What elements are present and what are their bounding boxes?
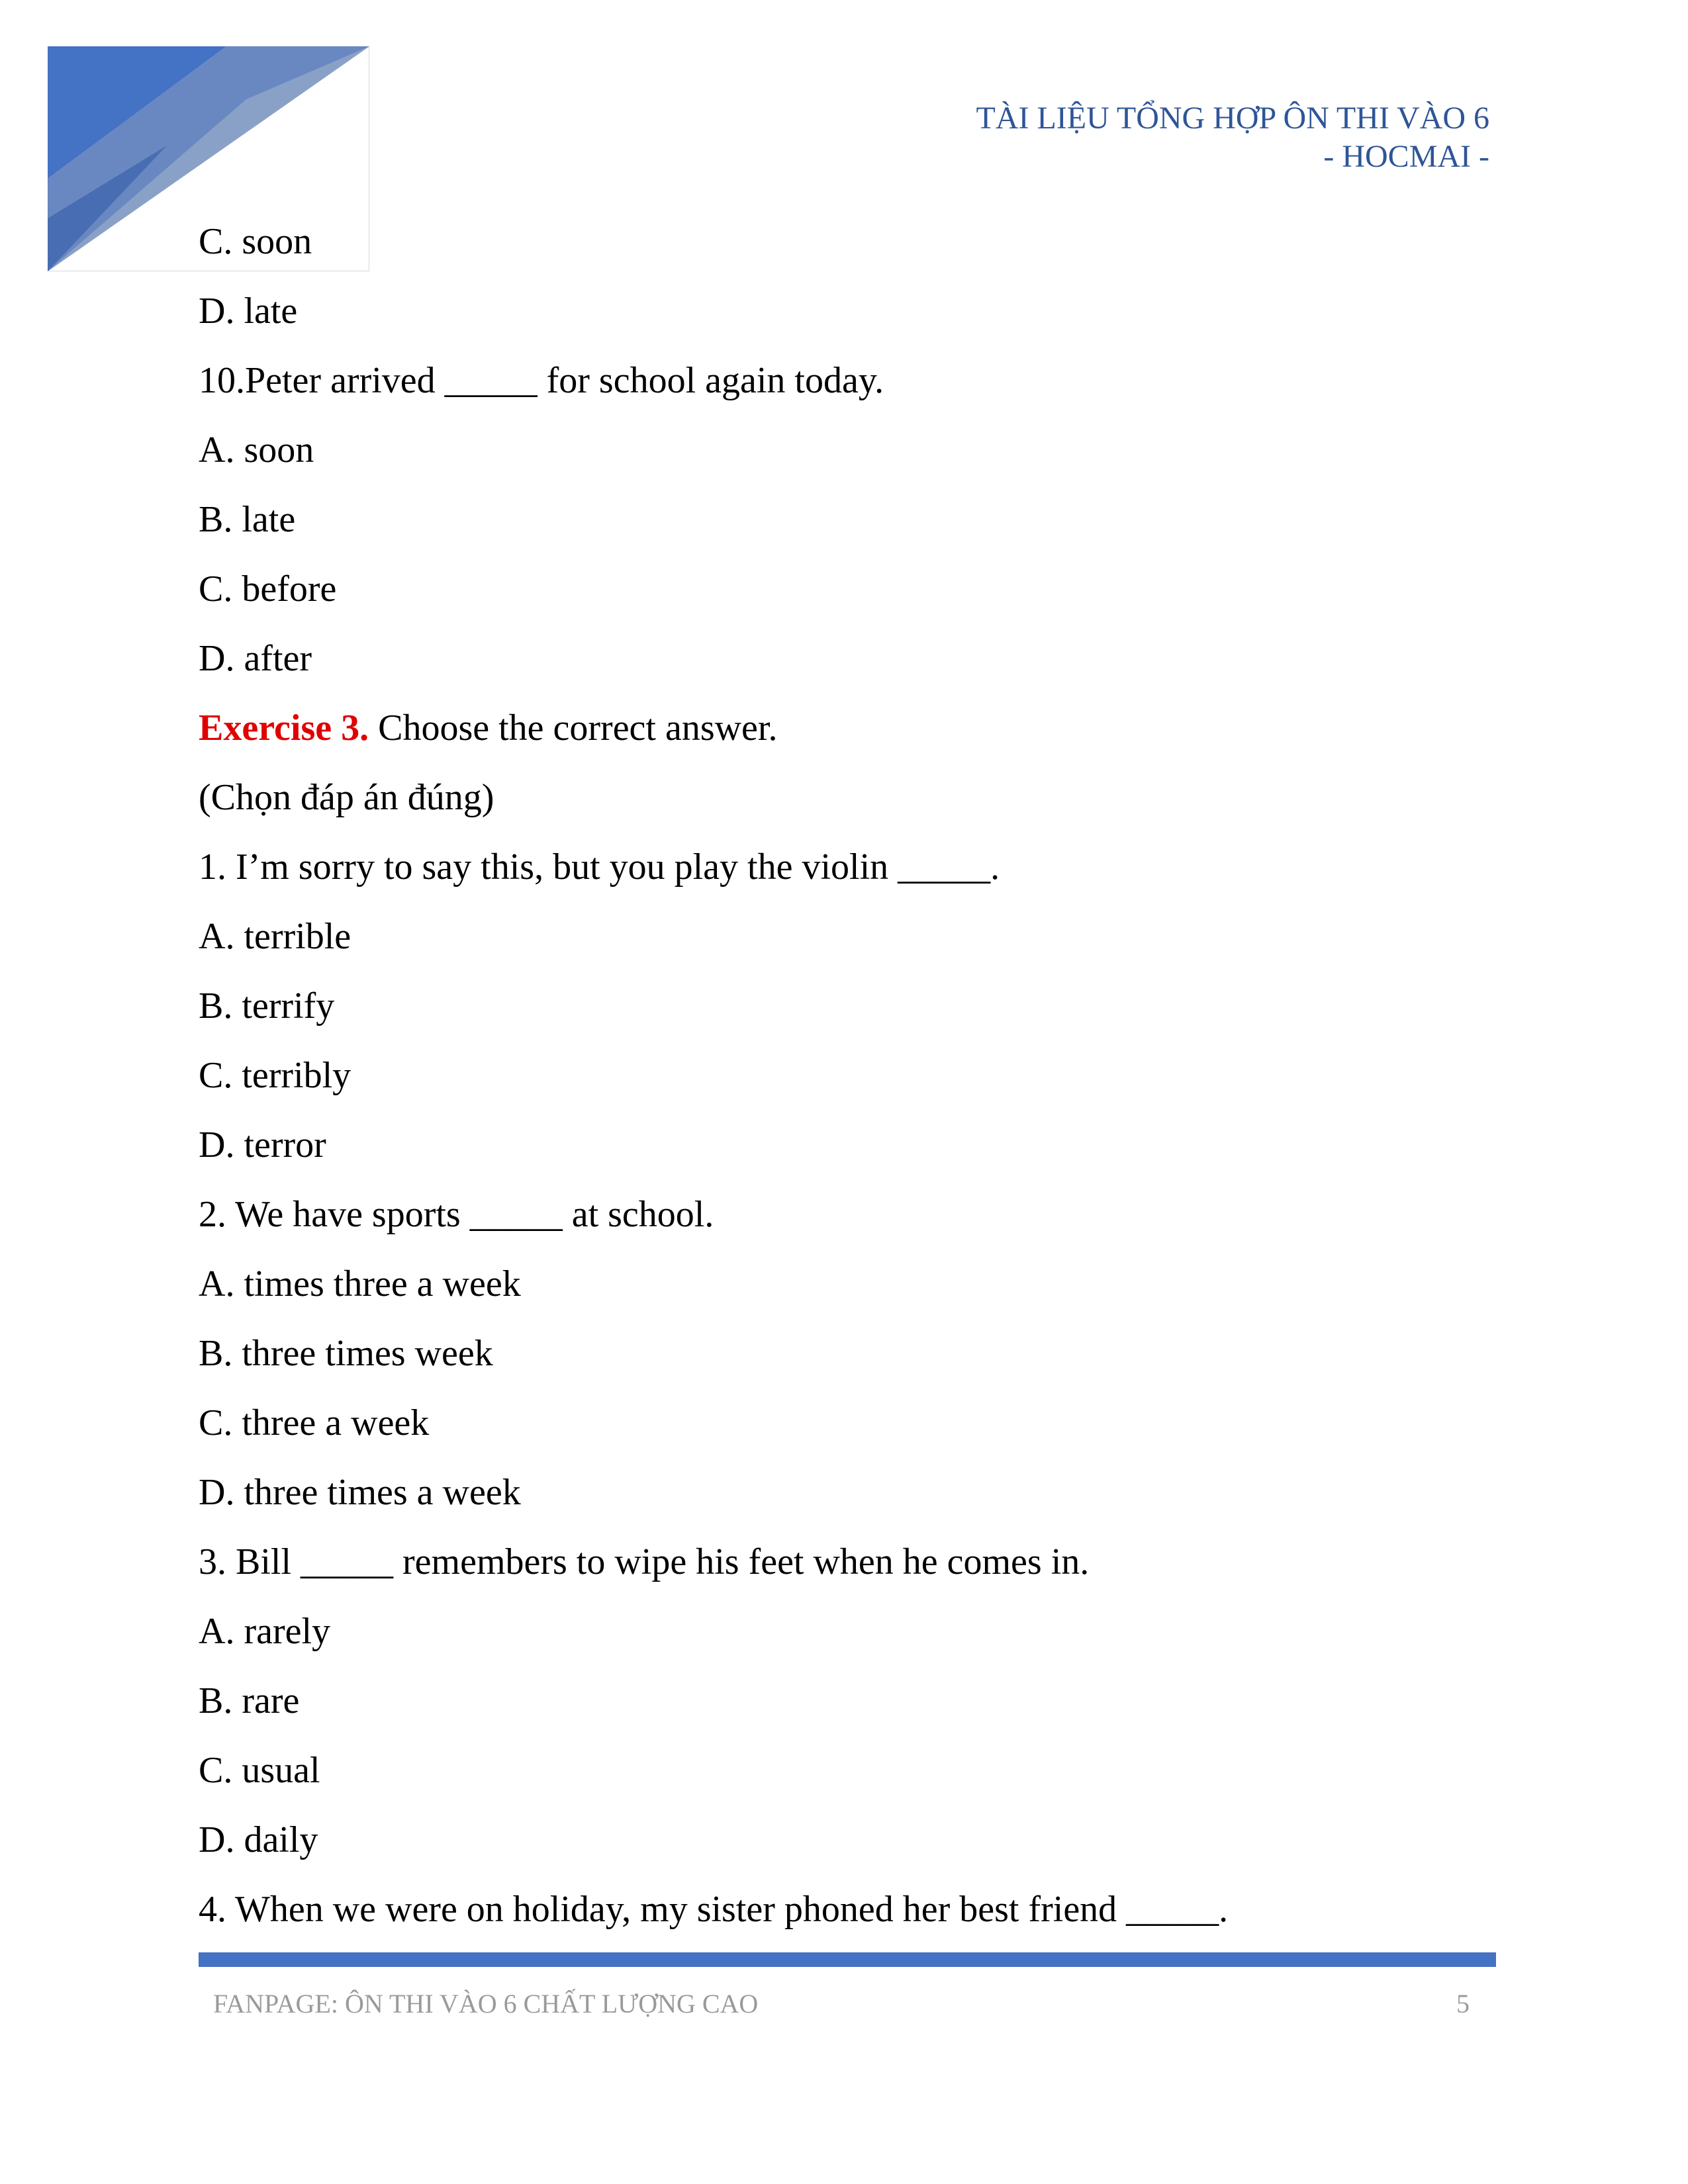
q2-option-c: C. three a week (199, 1402, 430, 1443)
q9-option-c: C. soon (199, 221, 312, 262)
q3-option-b: B. rare (199, 1680, 300, 1721)
q3-option-a: A. rarely (199, 1611, 331, 1652)
q10-option-d: D. after (199, 638, 312, 679)
page-number: 5 (1456, 1989, 1470, 2019)
footer-divider-bar (199, 1952, 1496, 1967)
header-title: TÀI LIỆU TỔNG HỢP ÔN THI VÀO 6 (976, 101, 1489, 136)
q9-option-d: D. late (199, 291, 298, 332)
q1-option-b: B. terrify (199, 985, 335, 1026)
q2-question: 2. We have sports _____ at school. (199, 1194, 714, 1235)
exercise-3-instruction: Choose the correct answer. (369, 707, 778, 749)
q10-option-c: C. before (199, 569, 337, 610)
q1-option-a: A. terrible (199, 916, 352, 957)
q2-option-d: D. three times a week (199, 1472, 521, 1513)
q10-option-b: B. late (199, 499, 296, 540)
q4-question: 4. When we were on holiday, my sister phoned her best friend _____. (199, 1889, 1229, 1930)
header-subtitle: - HOCMAI - (1323, 139, 1489, 174)
q2-option-b: B. three times week (199, 1333, 493, 1374)
q1-option-d: D. terror (199, 1124, 326, 1165)
q3-option-d: D. daily (199, 1819, 318, 1860)
q1-question: 1. I’m sorry to say this, but you play the violin _____. (199, 846, 1000, 887)
document-header (976, 99, 1490, 176)
q10-option-a: A. soon (199, 430, 314, 471)
exercise-3-translation: (Chọn đáp án đúng) (199, 777, 494, 818)
footer-fanpage: FANPAGE: ÔN THI VÀO 6 CHẤT LƯỢNG CAO (213, 1989, 759, 2019)
q10-question: 10.Peter arrived _____ for school again today. (199, 360, 884, 401)
exercise-3-label: Exercise 3. (199, 707, 369, 749)
q3-option-c: C. usual (199, 1750, 320, 1791)
q3-question: 3. Bill _____ remembers to wipe his feet when he comes in. (199, 1541, 1090, 1582)
q2-option-a: A. times three a week (199, 1263, 521, 1304)
q1-option-c: C. terribly (199, 1055, 352, 1096)
exercise-3-heading (199, 706, 777, 750)
